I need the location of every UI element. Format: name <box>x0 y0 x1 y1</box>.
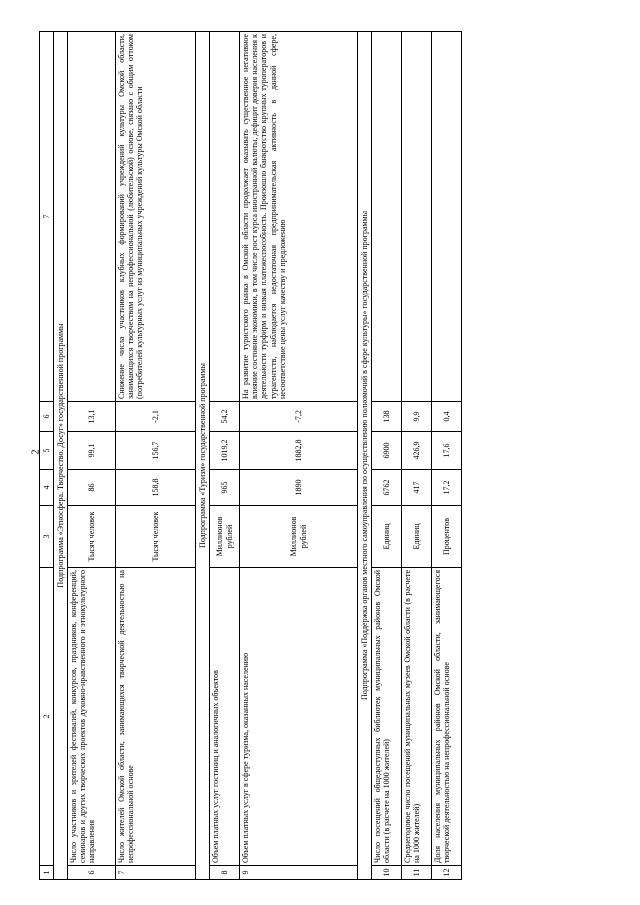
header-row <box>40 32 54 880</box>
unit: Единиц <box>372 506 402 568</box>
plan-value: 17,2 <box>432 470 462 506</box>
note: Снижение числа участников клубных формирований учреждений культуры Омской области, занимающихся творчеством на непрофессиональной (любительской) основе, связано с общим оттоком (потребителей культурных услуг из муниципальных учреждений культуры Омской области <box>116 32 196 402</box>
table-row <box>240 32 358 880</box>
plan-value: 86 <box>68 470 116 506</box>
plan-value: 158,8 <box>116 470 196 506</box>
indicator-name: Объем платных услуг в сфере туризма, оказанных населению <box>240 568 358 866</box>
fact-value: 1882,8 <box>240 432 358 470</box>
header-cell: 5 <box>40 432 54 470</box>
row-number: 9 <box>240 866 358 880</box>
deviation-value: 13,1 <box>68 402 116 432</box>
header-cell: 7 <box>40 32 54 402</box>
note <box>68 32 116 402</box>
row-number: 10 <box>372 866 402 880</box>
header-cell: 2 <box>40 568 54 866</box>
unit: Единиц <box>402 506 432 568</box>
indicator-name: Число жителей Омской области, занимающихся творческой деятельностью на непрофессиональной основе <box>116 568 196 866</box>
indicator-name: Число посещений общедоступных библиотек муниципальных районов Омской области (в расчете на 1000 жителей) <box>372 568 402 866</box>
section-title-row <box>196 32 210 880</box>
results-table <box>39 31 462 880</box>
indicator-name: Среднегодовое число посещений муниципальных музеев Омской области (в расчете на 1000 жителей) <box>402 568 432 866</box>
table-row <box>372 32 402 880</box>
fact-value: 426,9 <box>402 432 432 470</box>
row-number: 12 <box>432 866 462 880</box>
deviation-value: 138 <box>372 402 402 432</box>
deviation-value: 54,2 <box>210 402 240 432</box>
plan-value: 417 <box>402 470 432 506</box>
fact-value: 1019,2 <box>210 432 240 470</box>
note: На развитие туристского рынка в Омской области продолжает оказывать существенное негативное влияние состояние экономики, в том числе рост курса иностранной валюты, дефицит доверия населения к деятельности турфирм и низкая платежеспособность. Произошло банкротство крупных туроператоров и турагентств, наблюдается недостаточная предпринимательская активность в данной сфере, несоответствие цены услуг качеству и предложению <box>240 32 358 402</box>
page-number: 2 <box>30 449 42 455</box>
fact-value: 17,6 <box>432 432 462 470</box>
fact-value: 6900 <box>372 432 402 470</box>
indicator-name: Число участников и зрителей фестивалей, конкурсов, праздников, конференций, семинаров и других творческих проектов духовно-нравственного и этнокультурного направления <box>68 568 116 866</box>
unit: Тысяч человек <box>116 506 196 568</box>
rotated-table-container <box>39 32 594 880</box>
row-number: 11 <box>402 866 432 880</box>
header-cell: 1 <box>40 866 54 880</box>
table-row <box>402 32 432 880</box>
indicator-name: Объем платных услуг гостиниц и аналогичных объектов <box>210 568 240 866</box>
section-title-row <box>358 32 372 880</box>
plan-value: 965 <box>210 470 240 506</box>
table-row <box>116 32 196 880</box>
unit: Миллионов рублей <box>240 506 358 568</box>
note <box>210 32 240 402</box>
deviation-value: -7,2 <box>240 402 358 432</box>
section-title: Подпрограмма «Поддержка органов местного самоуправления по осуществлению полномочий в сфере культуры» государственной программы <box>358 32 372 880</box>
row-number: 6 <box>68 866 116 880</box>
header-cell: 4 <box>40 470 54 506</box>
deviation-value: 0,4 <box>432 402 462 432</box>
section-title-row <box>54 32 68 880</box>
header-cell: 6 <box>40 402 54 432</box>
row-number: 7 <box>116 866 196 880</box>
table-row <box>432 32 462 880</box>
indicator-name: Доля населения муниципальных районов Омской области, занимающегося творческой деятельностью на непрофессиональной основе <box>432 568 462 866</box>
note <box>402 32 432 402</box>
header-cell: 3 <box>40 506 54 568</box>
fact-value: 156,7 <box>116 432 196 470</box>
table-row <box>68 32 116 880</box>
note <box>432 32 462 402</box>
deviation-value: -2,1 <box>116 402 196 432</box>
plan-value: 6762 <box>372 470 402 506</box>
section-title: Подпрограмма «Туризм» государственной программы <box>196 32 210 880</box>
section-title: Подпрограмма «Этносфера. Творчество. Досуг» государственной программы <box>54 32 68 880</box>
row-number: 8 <box>210 866 240 880</box>
unit: Тысяч человек <box>68 506 116 568</box>
note <box>372 32 402 402</box>
fact-value: 99,1 <box>68 432 116 470</box>
deviation-value: 9,9 <box>402 402 432 432</box>
table-row <box>210 32 240 880</box>
unit: Миллионов рублей <box>210 506 240 568</box>
plan-value: 1890 <box>240 470 358 506</box>
unit: Процентов <box>432 506 462 568</box>
